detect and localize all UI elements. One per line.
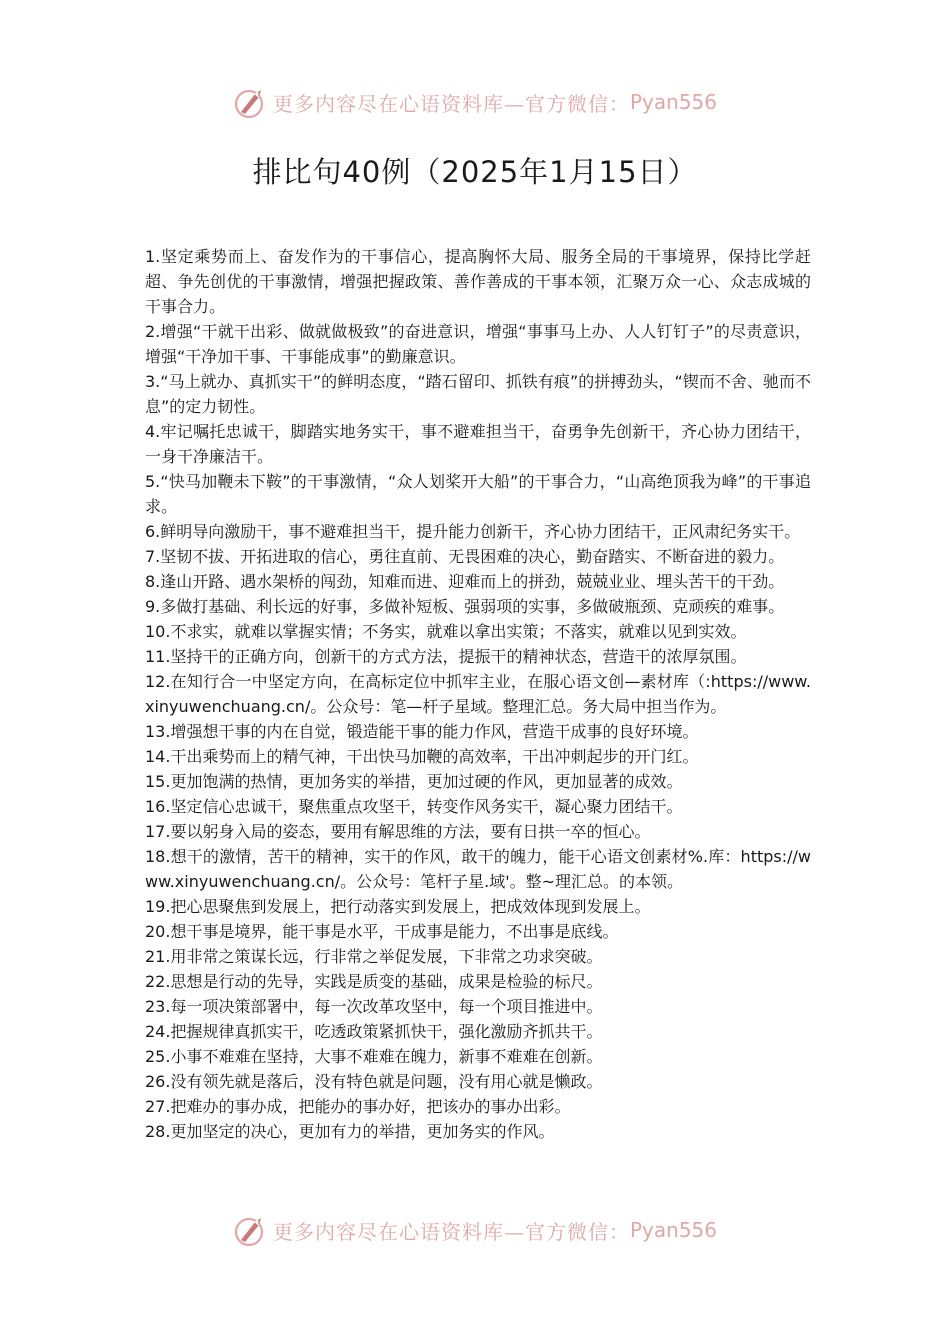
list-item: 8.逢山开路、遇水架桥的闯劲，知难而进、迎难而上的拼劲，兢兢业业、埋头苦干的干劲。 [145, 572, 785, 591]
list-item: 19.把心思聚焦到发展上，把行动落实到发展上，把成效体现到发展上。 [145, 897, 651, 916]
sentence-list [145, 244, 811, 1144]
list-item: 15.更加饱满的热情，更加务实的举措，更加过硬的作风，更加显著的成效。 [145, 772, 683, 791]
list-item: 25.小事不难难在坚持，大事不难难在魄力，新事不难难在创新。 [145, 1047, 603, 1066]
list-item: 2.增强“干就干出彩、做就做极致”的奋进意识，增强“事事马上办、人人钉钉子”的尽责意识，增强“干净加干事、干事能成事”的勤廉意识。 [145, 322, 811, 366]
list-item: 12.在知行合一中坚定方向，在高标定位中抓牢主业，在服心语文创—素材库（:https://www.xinyuwenchuang.cn/。公众号：笔—杆子星域。整理汇总。务大局中担当作为。 [145, 672, 811, 716]
list-item: 20.想干事是境界，能干事是水平，干成事是能力，不出事是底线。 [145, 922, 619, 941]
list-item: 10.不求实，就难以掌握实情；不务实，就难以拿出实策；不落实，就难以见到实效。 [145, 622, 747, 641]
list-item: 16.坚定信心忠诚干，聚焦重点攻坚干，转变作风务实干，凝心聚力团结干。 [145, 797, 683, 816]
watermark-text: 更多内容尽在心语资料库—官方微信： [272, 91, 630, 116]
list-item: 21.用非常之策谋长远，行非常之举促发展，下非常之功求突破。 [145, 947, 603, 966]
list-item: 18.想干的激情，苦干的精神，实干的作风，敢干的魄力，能干心语文创素材%.库：https://www.xinyuwenchuang.cn/。公众号：笔杆子星.域'。整~理汇总。的本领。 [145, 847, 811, 891]
pen-nib-logo-icon [233, 84, 269, 120]
list-item: 23.每一项决策部署中，每一次改革攻坚中，每一个项目推进中。 [145, 997, 603, 1016]
page-title: 排比句40例（2025年1月15日） [252, 155, 698, 189]
list-item: 3.“马上就办、真抓实干”的鲜明态度，“踏石留印、抓铁有痕”的拼搏劲头，“锲而不舍、驰而不息”的定力韧性。 [145, 372, 811, 416]
list-item: 7.坚韧不拔、开拓进取的信心，勇往直前、无畏困难的决心，勤奋踏实、不断奋进的毅力。 [145, 547, 785, 566]
list-item: 14.干出乘势而上的精气神，干出快马加鞭的高效率，干出冲刺起步的开门红。 [145, 747, 699, 766]
list-item: 13.增强想干事的内在自觉，锻造能干事的能力作风，营造干成事的良好环境。 [145, 722, 699, 741]
list-item: 17.要以躬身入局的姿态，要用有解思维的方法，要有日拱一卒的恒心。 [145, 822, 651, 841]
list-item: 22.思想是行动的先导，实践是质变的基础，成果是检验的标尺。 [145, 972, 603, 991]
list-item: 26.没有领先就是落后，没有特色就是问题，没有用心就是懒政。 [145, 1072, 603, 1091]
wechat-id: Pyan556 [629, 1218, 717, 1242]
watermark-text: 更多内容尽在心语资料库—官方微信： [272, 1219, 630, 1244]
footer-watermark-banner [0, 1210, 950, 1250]
list-item: 11.坚持干的正确方向，创新干的方式方法，提振干的精神状态，营造干的浓厚氛围。 [145, 647, 747, 666]
list-item: 4.牢记嘱托忠诚干，脚踏实地务实干，事不避难担当干，奋勇争先创新干，齐心协力团结干，一身干净廉洁干。 [145, 422, 811, 466]
list-item: 28.更加坚定的决心，更加有力的举措，更加务实的作风。 [145, 1122, 555, 1141]
wechat-id: Pyan556 [629, 90, 717, 114]
header-watermark-banner [0, 82, 950, 122]
list-item: 1.坚定乘势而上、奋发作为的干事信心，提高胸怀大局、服务全局的干事境界，保持比学赶超、争先创优的干事激情，增强把握政策、善作善成的干事本领，汇聚万众一心、众志成城的干事合力。 [145, 247, 811, 316]
list-item: 5.“快马加鞭未下鞍”的干事激情，“众人划桨开大船”的干事合力，“山高绝顶我为峰”的干事追求。 [145, 472, 811, 516]
list-item: 6.鲜明导向激励干，事不避难担当干，提升能力创新干，齐心协力团结干，正风肃纪务实干。 [145, 522, 801, 541]
list-item: 27.把难办的事办成，把能办的事办好，把该办的事办出彩。 [145, 1097, 571, 1116]
pen-nib-logo-icon [233, 1212, 269, 1248]
list-item: 24.把握规律真抓实干，吃透政策紧抓快干，强化激励齐抓共干。 [145, 1022, 603, 1041]
list-item: 9.多做打基础、利长远的好事，多做补短板、强弱项的实事，多做破瓶颈、克顽疾的难事。 [145, 597, 785, 616]
